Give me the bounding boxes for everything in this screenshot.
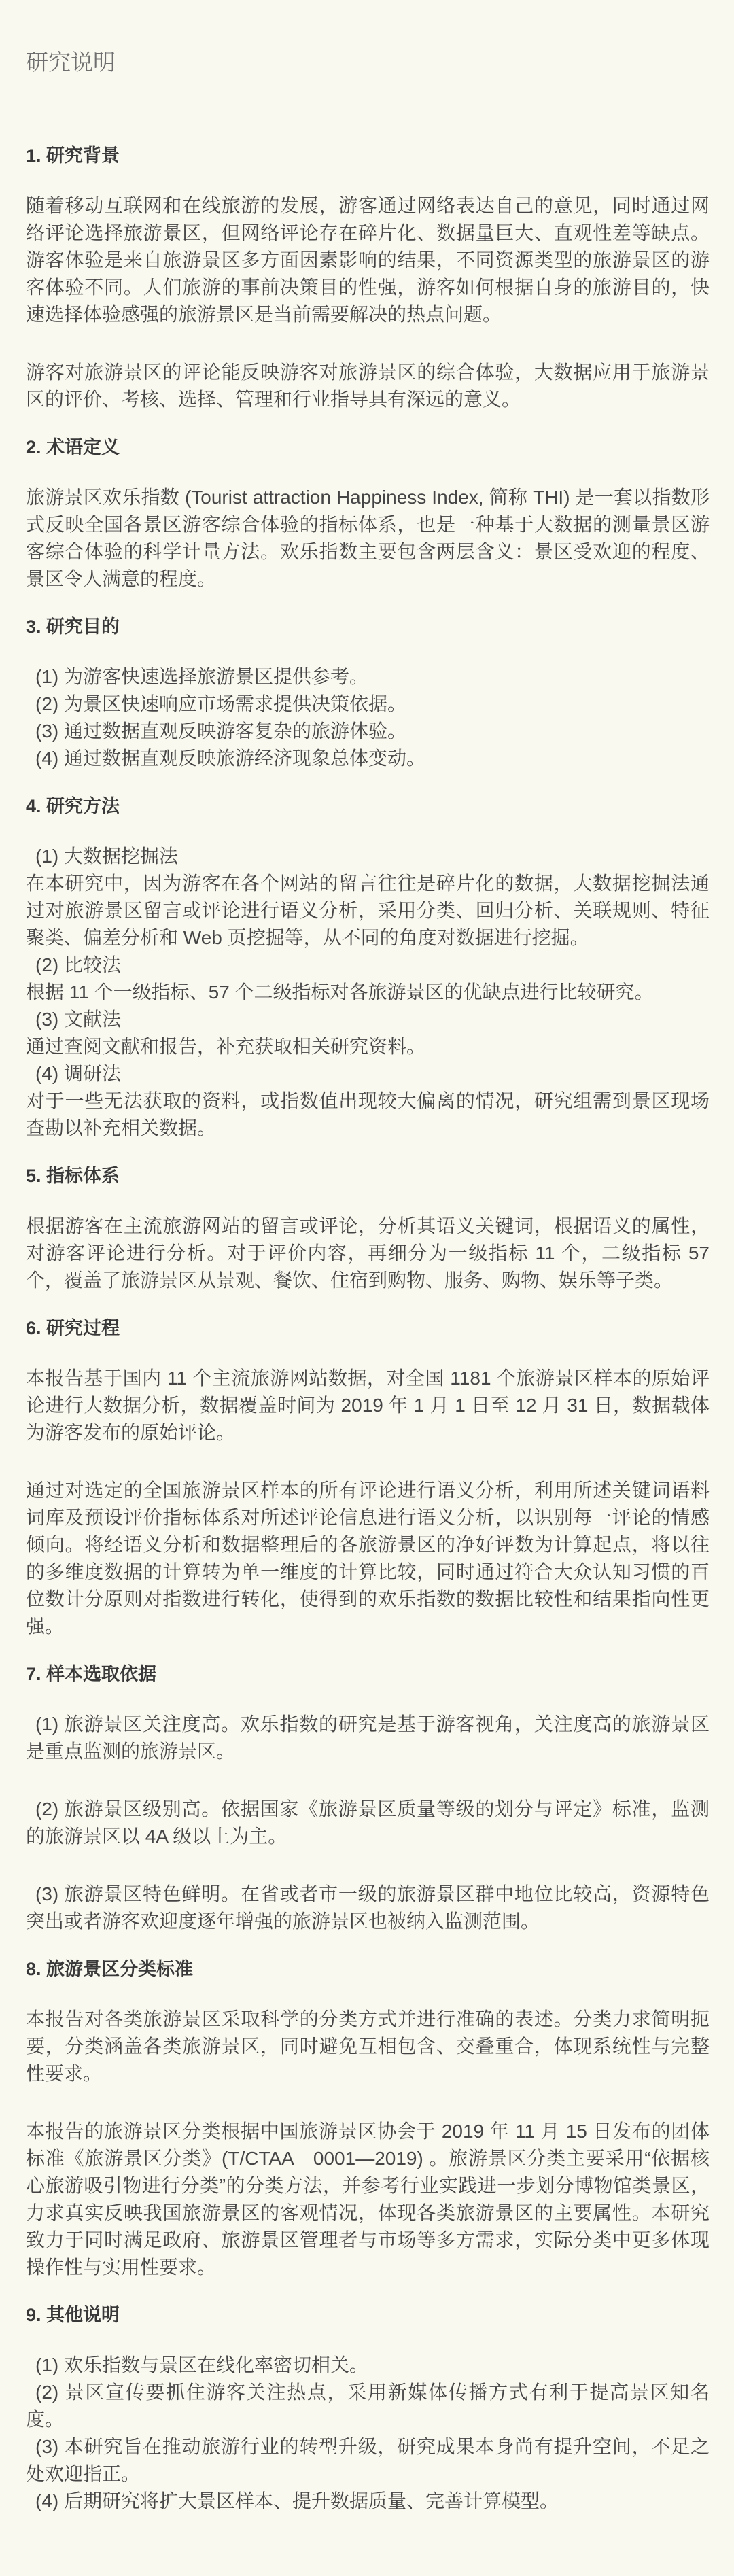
section-heading: 4. 研究方法 [26, 796, 120, 816]
section-7 [26, 1660, 710, 1935]
list-item: (2) 比较法 [35, 954, 122, 975]
paragraph: 游客对旅游景区的评论能反映游客对旅游景区的综合体验，大数据应用于旅游景区的评价、考核、选择、管理和行业指导具有深远的意义。 [26, 362, 710, 410]
section-6 [26, 1315, 710, 1640]
paragraph: 本报告基于国内 11 个主流旅游网站数据，对全国 1181 个旅游景区样本的原始评论进行大数据分析，数据覆盖时间为 2019 年 1 月 1 日至 12 月 31 日，数据载体为游客发布的原始评论。 [26, 1368, 710, 1443]
section-heading: 9. 其他说明 [26, 2305, 120, 2325]
list-item: (1) 大数据挖掘法 [35, 846, 179, 867]
section-1 [26, 142, 710, 413]
section-8 [26, 1955, 710, 2281]
paragraph: 在本研究中，因为游客在各个网站的留言往往是碎片化的数据，大数据挖掘法通过对旅游景区留言或评论进行语义分析，采用分类、回归分析、关联规则、特征聚类、偏差分析和 Web 页挖掘等，从不同的角度对数据进行挖掘。 [26, 873, 710, 948]
paragraph: 旅游景区欢乐指数 (Tourist attraction Happiness Index, 简称 THI) 是一套以指数形式反映全国各景区游客综合体验的指标体系，也是一种基于大数据的测量景区游客综合体验的科学计量方法。欢乐指数主要包含两层含义：景区受欢迎的程度、景区令人满意的程度。 [26, 487, 710, 589]
paragraph: 通过对选定的全国旅游景区样本的所有评论进行语义分析，利用所述关键词语料词库及预设评价指标体系对所述评论信息进行语义分析，以识别每一评论的情感倾向。将经语义分析和数据整理后的各旅游景区的净好评数为计算起点，将以往的多维度数据的计算转为单一维度的计算比较，同时通过符合大众认知习惯的百位数计分原则对指数进行转化，使得到的欢乐指数的数据比较性和结果指向性更强。 [26, 1480, 710, 1637]
paragraph: 随着移动互联网和在线旅游的发展，游客通过网络表达自己的意见，同时通过网络评论选择旅游景区，但网络评论存在碎片化、数据量巨大、直观性差等缺点。游客体验是来自旅游景区多方面因素影响的结果，不同资源类型的旅游景区的游客体验不同。人们旅游的事前决策目的性强，游客如何根据自身的旅游目的，快速选择体验感强的旅游景区是当前需要解决的热点问题。 [26, 195, 710, 325]
section-heading: 5. 指标体系 [26, 1166, 120, 1186]
section-heading: 6. 研究过程 [26, 1318, 120, 1338]
list-item: (4) 调研法 [35, 1063, 122, 1084]
list-item: (3) 旅游景区特色鲜明。在省或者市一级的旅游景区群中地位比较高，资源特色突出或者游客欢迎度逐年增强的旅游景区也被纳入监测范围。 [26, 1883, 710, 1932]
section-5 [26, 1162, 710, 1294]
list-item: (1) 旅游景区关注度高。欢乐指数的研究是基于游客视角，关注度高的旅游景区是重点监测的旅游景区。 [26, 1713, 710, 1762]
paragraph: 根据 11 个一级指标、57 个二级指标对各旅游景区的优缺点进行比较研究。 [26, 981, 654, 1003]
list-item: (1) 欢乐指数与景区在线化率密切相关。 [35, 2354, 369, 2375]
list-item: (4) 通过数据直观反映旅游经济现象总体变动。 [35, 748, 426, 769]
paragraph: 通过查阅文献和报告，补充获取相关研究资料。 [26, 1036, 426, 1057]
section-4 [26, 793, 710, 1142]
section-heading: 7. 样本选取依据 [26, 1664, 157, 1684]
section-9 [26, 2301, 710, 2515]
list-item: (3) 本研究旨在推动旅游行业的转型升级，研究成果本身尚有提升空间，不足之处欢迎指正。 [26, 2436, 710, 2484]
section-2 [26, 434, 710, 593]
section-heading: 8. 旅游景区分类标准 [26, 1959, 194, 1979]
list-item: (2) 为景区快速响应市场需求提供决策依据。 [35, 693, 407, 714]
section-heading: 3. 研究目的 [26, 616, 120, 637]
list-item: (3) 文献法 [35, 1009, 122, 1030]
paragraph: 对于一些无法获取的资料，或指数值出现较大偏离的情况，研究组需到景区现场查勘以补充相关数据。 [26, 1090, 710, 1138]
list-item: (4) 后期研究将扩大景区样本、提升数据质量、完善计算模型。 [35, 2490, 559, 2511]
list-item: (3) 通过数据直观反映游客复杂的旅游体验。 [35, 720, 407, 742]
paragraph: 根据游客在主流旅游网站的留言或评论，分析其语义关键词，根据语义的属性，对游客评论进行分析。对于评价内容，再细分为一级指标 11 个，二级指标 57 个，覆盖了旅游景区从景观、餐饮、住宿到购物、服务、购物、娱乐等子类。 [26, 1215, 710, 1291]
page-title: 研究说明 [26, 50, 116, 75]
list-item: (2) 景区宣传要抓住游客关注热点，采用新媒体传播方式有利于提高景区知名度。 [26, 2382, 710, 2430]
paragraph: 本报告的旅游景区分类根据中国旅游景区协会于 2019 年 11 月 15 日发布的团体标准《旅游景区分类》(T/CTAA 0001—2019) 。旅游景区分类主要采用“依据核心旅游吸引物进行分类”的分类方法，并参考行业实践进一步划分博物馆类景区，力求真实反映我国旅游景区的客观情况，体现各类旅游景区的主要属性。本研究致力于同时满足政府、旅游景区管理者与市场等多方需求，实际分类中更多体现操作性与实用性要求。 [26, 2121, 710, 2278]
section-heading: 1. 研究背景 [26, 145, 120, 166]
paragraph: 本报告对各类旅游景区采取科学的分类方式并进行准确的表述。分类力求简明扼要，分类涵盖各类旅游景区，同时避免互相包含、交叠重合，体现系统性与完整性要求。 [26, 2008, 710, 2084]
section-3 [26, 613, 710, 772]
section-heading: 2. 术语定义 [26, 437, 120, 457]
sections-container [26, 142, 710, 2515]
list-item: (2) 旅游景区级别高。依据国家《旅游景区质量等级的划分与评定》标准，监测的旅游景区以 4A 级以上为主。 [26, 1798, 710, 1847]
list-item: (1) 为游客快速选择旅游景区提供参考。 [35, 666, 369, 687]
